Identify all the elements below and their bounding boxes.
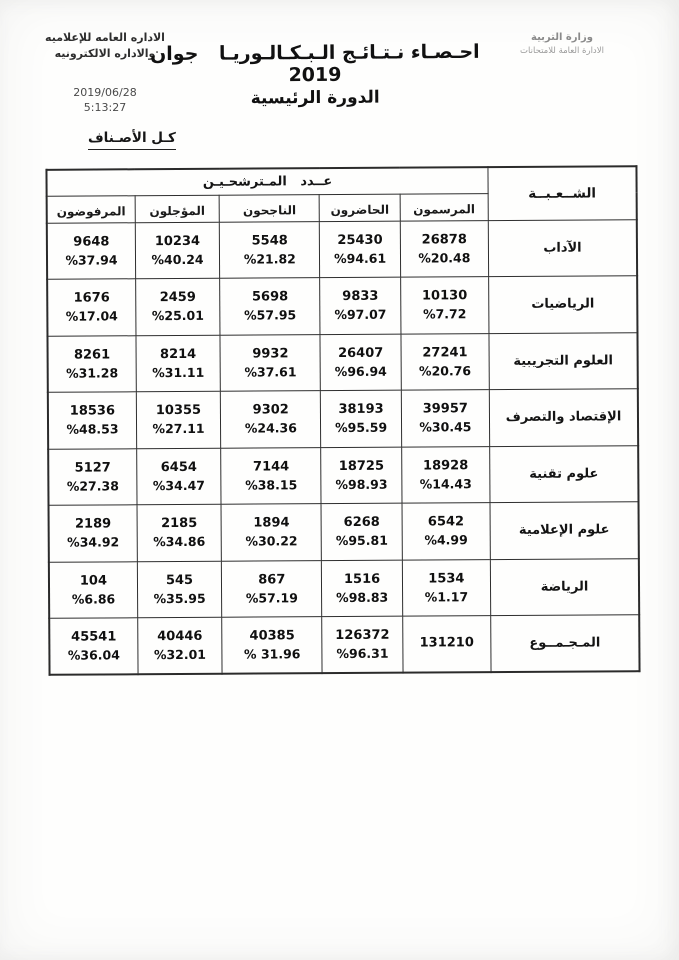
percent-value: %35.95: [153, 590, 206, 606]
exams-administration-name: الادارة العامة للامتحانات: [520, 46, 604, 56]
stat-cell: [222, 560, 323, 617]
count-value: 10130: [421, 288, 468, 304]
count-value: 6454: [160, 459, 197, 475]
percent-value: %4.99: [424, 532, 468, 548]
count-value: 7144: [252, 459, 290, 475]
count-value: 6542: [427, 514, 465, 530]
count-value: 2189: [74, 516, 112, 532]
stat-cell: [321, 503, 402, 560]
stat-cell: [220, 278, 321, 335]
percent-value: %30.45: [419, 419, 472, 435]
count-value: 126372: [335, 627, 390, 644]
count-value: 104: [79, 573, 108, 589]
stat-cell: [48, 392, 137, 449]
branch-label: الإقتصاد والتصرف: [489, 389, 638, 446]
percent-value: %37.61: [244, 363, 297, 380]
count-value: 5127: [74, 460, 111, 476]
percent-value: %17.04: [65, 308, 118, 324]
count-value: 18536: [69, 403, 116, 419]
stat-cell: [49, 618, 138, 675]
percent-value: %1.17: [424, 588, 469, 605]
stat-cell: [401, 333, 490, 390]
count-value: 8214: [159, 346, 197, 362]
percent-value: %25.01: [151, 307, 204, 324]
stat-cell: [136, 335, 221, 392]
results-table-container: [45, 165, 640, 676]
count-value: 9932: [252, 346, 289, 362]
stat-cell: [220, 334, 321, 391]
percent-value: %40.24: [151, 251, 204, 267]
percent-value: %98.83: [336, 589, 389, 605]
stat-cell: [49, 561, 138, 618]
percent-value: %94.61: [334, 250, 387, 266]
percent-value: %31.11: [152, 364, 205, 380]
percent-value: %20.48: [418, 249, 471, 266]
stat-cell: [321, 390, 402, 447]
percent-value: %7.72: [422, 306, 467, 322]
percent-value: %57.95: [244, 307, 297, 323]
percent-value: %96.31: [336, 645, 389, 661]
count-value: 26407: [338, 345, 384, 361]
percent-value: %14.43: [419, 475, 472, 492]
percent-value: %21.82: [243, 250, 296, 267]
percent-value: %6.86: [71, 590, 116, 607]
stat-cell: [322, 560, 403, 617]
branch-label: الرياضيات: [489, 276, 638, 333]
stat-cell: [136, 278, 221, 335]
count-value: 39957: [422, 401, 468, 417]
stat-cell: [221, 504, 322, 561]
percent-value: %98.93: [335, 476, 388, 492]
stat-cell: [137, 448, 222, 505]
table-group-header: عــدد المـترشحـيـن: [46, 167, 488, 196]
count-value: 40385: [249, 628, 295, 644]
branch-label: الرياضة: [490, 558, 639, 615]
title-text: احـصـاء نـتـائـج الـبـكـالـوريـا: [218, 40, 480, 65]
stat-cell: [49, 505, 138, 562]
stat-cell: [47, 222, 136, 279]
session-subtitle: الدورة الرئيسية: [250, 87, 380, 109]
stat-cell: [135, 222, 220, 279]
stat-cell: [137, 561, 222, 618]
percent-value: %34.47: [152, 477, 205, 493]
stat-cell: [47, 335, 136, 392]
count-value: 9648: [73, 234, 110, 250]
percent-value: % 31.96: [243, 646, 301, 662]
stat-cell: [47, 279, 136, 336]
ministry-header: [487, 30, 637, 58]
count-value: 2459: [159, 290, 196, 306]
document-title: [145, 41, 485, 87]
count-value: 5698: [251, 289, 289, 305]
count-value: 2185: [161, 516, 198, 532]
column-header-registered: المرسمون: [400, 193, 488, 221]
count-value: 1894: [253, 515, 290, 531]
table-row: [48, 445, 638, 505]
ministry-name: وزارة التربية: [531, 32, 593, 43]
department-line1: الاداره العامه للإعلاميه: [45, 31, 165, 44]
column-header-rejected: المرفوضون: [47, 195, 136, 223]
table-row: [49, 558, 639, 618]
column-header-present: الحاضرون: [320, 194, 400, 221]
count-value: 27241: [422, 344, 468, 361]
stat-cell: [136, 391, 221, 448]
stat-cell: [402, 616, 491, 673]
percent-value: %95.81: [335, 532, 388, 549]
total-row: [49, 615, 639, 675]
percent-value: %27.11: [152, 420, 205, 437]
percent-value: %57.19: [245, 589, 298, 606]
stat-cell: [401, 446, 490, 503]
stat-cell: [137, 504, 222, 561]
table-row: [49, 502, 639, 562]
percent-value: %96.94: [334, 363, 387, 379]
stat-cell: [320, 277, 401, 334]
count-value: 6268: [343, 514, 380, 531]
count-value: 25430: [337, 232, 383, 248]
branch-label: علوم الإعلامية: [490, 502, 639, 559]
category-filter-label: كـل الأصـناف: [88, 130, 176, 150]
stat-cell: [221, 447, 322, 504]
branch-label: العلوم التجريبية: [489, 332, 638, 389]
count-value: 545: [165, 572, 194, 588]
stat-cell: [401, 390, 490, 447]
column-header-deferred: المؤجلون: [135, 195, 219, 223]
percent-value: %36.04: [67, 647, 120, 663]
table-row: [47, 332, 637, 392]
percent-value: %37.94: [65, 251, 118, 268]
count-value: 40446: [157, 628, 203, 645]
count-value: 45541: [71, 629, 117, 645]
column-header-passed: الناجحون: [219, 194, 319, 222]
table-body: [47, 219, 640, 675]
percent-value: %30.22: [245, 533, 298, 549]
percent-value: %48.53: [66, 421, 119, 437]
count-value: 867: [258, 572, 286, 588]
stat-cell: [220, 391, 321, 448]
table-row: [47, 219, 637, 279]
stat-cell: [320, 221, 401, 278]
stat-cell: [400, 277, 489, 334]
stat-cell: [400, 220, 489, 277]
percent-value: %24.36: [244, 420, 297, 436]
count-value: 18928: [422, 457, 469, 474]
department-line2: والاداره الالكترونيه: [54, 46, 156, 60]
percent-value: %34.92: [67, 534, 120, 550]
title-session-month: جوان 2019: [149, 42, 342, 87]
percent-value: %95.59: [335, 419, 388, 436]
percent-value: %31.28: [66, 364, 119, 381]
percent-value: %20.76: [418, 362, 472, 379]
print-date: 2019/06/28: [73, 86, 137, 99]
percent-value: %38.15: [245, 476, 298, 493]
branch-label: علوم تقنية: [490, 445, 639, 502]
count-value: 26878: [421, 231, 467, 248]
count-value: 131210: [419, 635, 474, 651]
count-value: 1516: [343, 571, 381, 587]
table-header: [46, 166, 636, 223]
stat-cell: [402, 559, 491, 616]
percent-value: %97.07: [334, 306, 387, 323]
percent-value: %34.86: [153, 533, 206, 550]
document-title-block: [145, 41, 485, 109]
stat-cell: [321, 447, 402, 504]
table-row: [48, 389, 638, 449]
count-value: 10234: [154, 233, 201, 249]
count-value: 9302: [252, 402, 289, 418]
branch-label: الآداب: [488, 219, 637, 276]
stat-cell: [222, 617, 323, 674]
stat-cell: [48, 448, 137, 505]
count-value: 10355: [155, 403, 202, 419]
stat-cell: [402, 503, 491, 560]
count-value: 1676: [73, 290, 110, 306]
stat-cell: [219, 221, 320, 278]
count-value: 9833: [342, 288, 379, 305]
column-header-branch: الشــعـبــة: [488, 166, 637, 220]
stat-cell: [138, 617, 223, 674]
count-value: 38193: [338, 401, 384, 418]
table-row: [47, 276, 637, 336]
percent-value: %27.38: [66, 477, 119, 494]
results-table: [45, 165, 640, 676]
count-value: 8261: [73, 347, 111, 363]
percent-value: %32.01: [153, 646, 207, 662]
count-value: 1534: [428, 570, 465, 587]
print-time: 5:13:27: [83, 100, 127, 114]
stat-cell: [322, 616, 403, 673]
branch-label: المـجـمــوع: [491, 615, 640, 672]
stat-cell: [320, 334, 401, 391]
count-value: 5548: [251, 233, 288, 249]
count-value: 18725: [338, 458, 385, 474]
